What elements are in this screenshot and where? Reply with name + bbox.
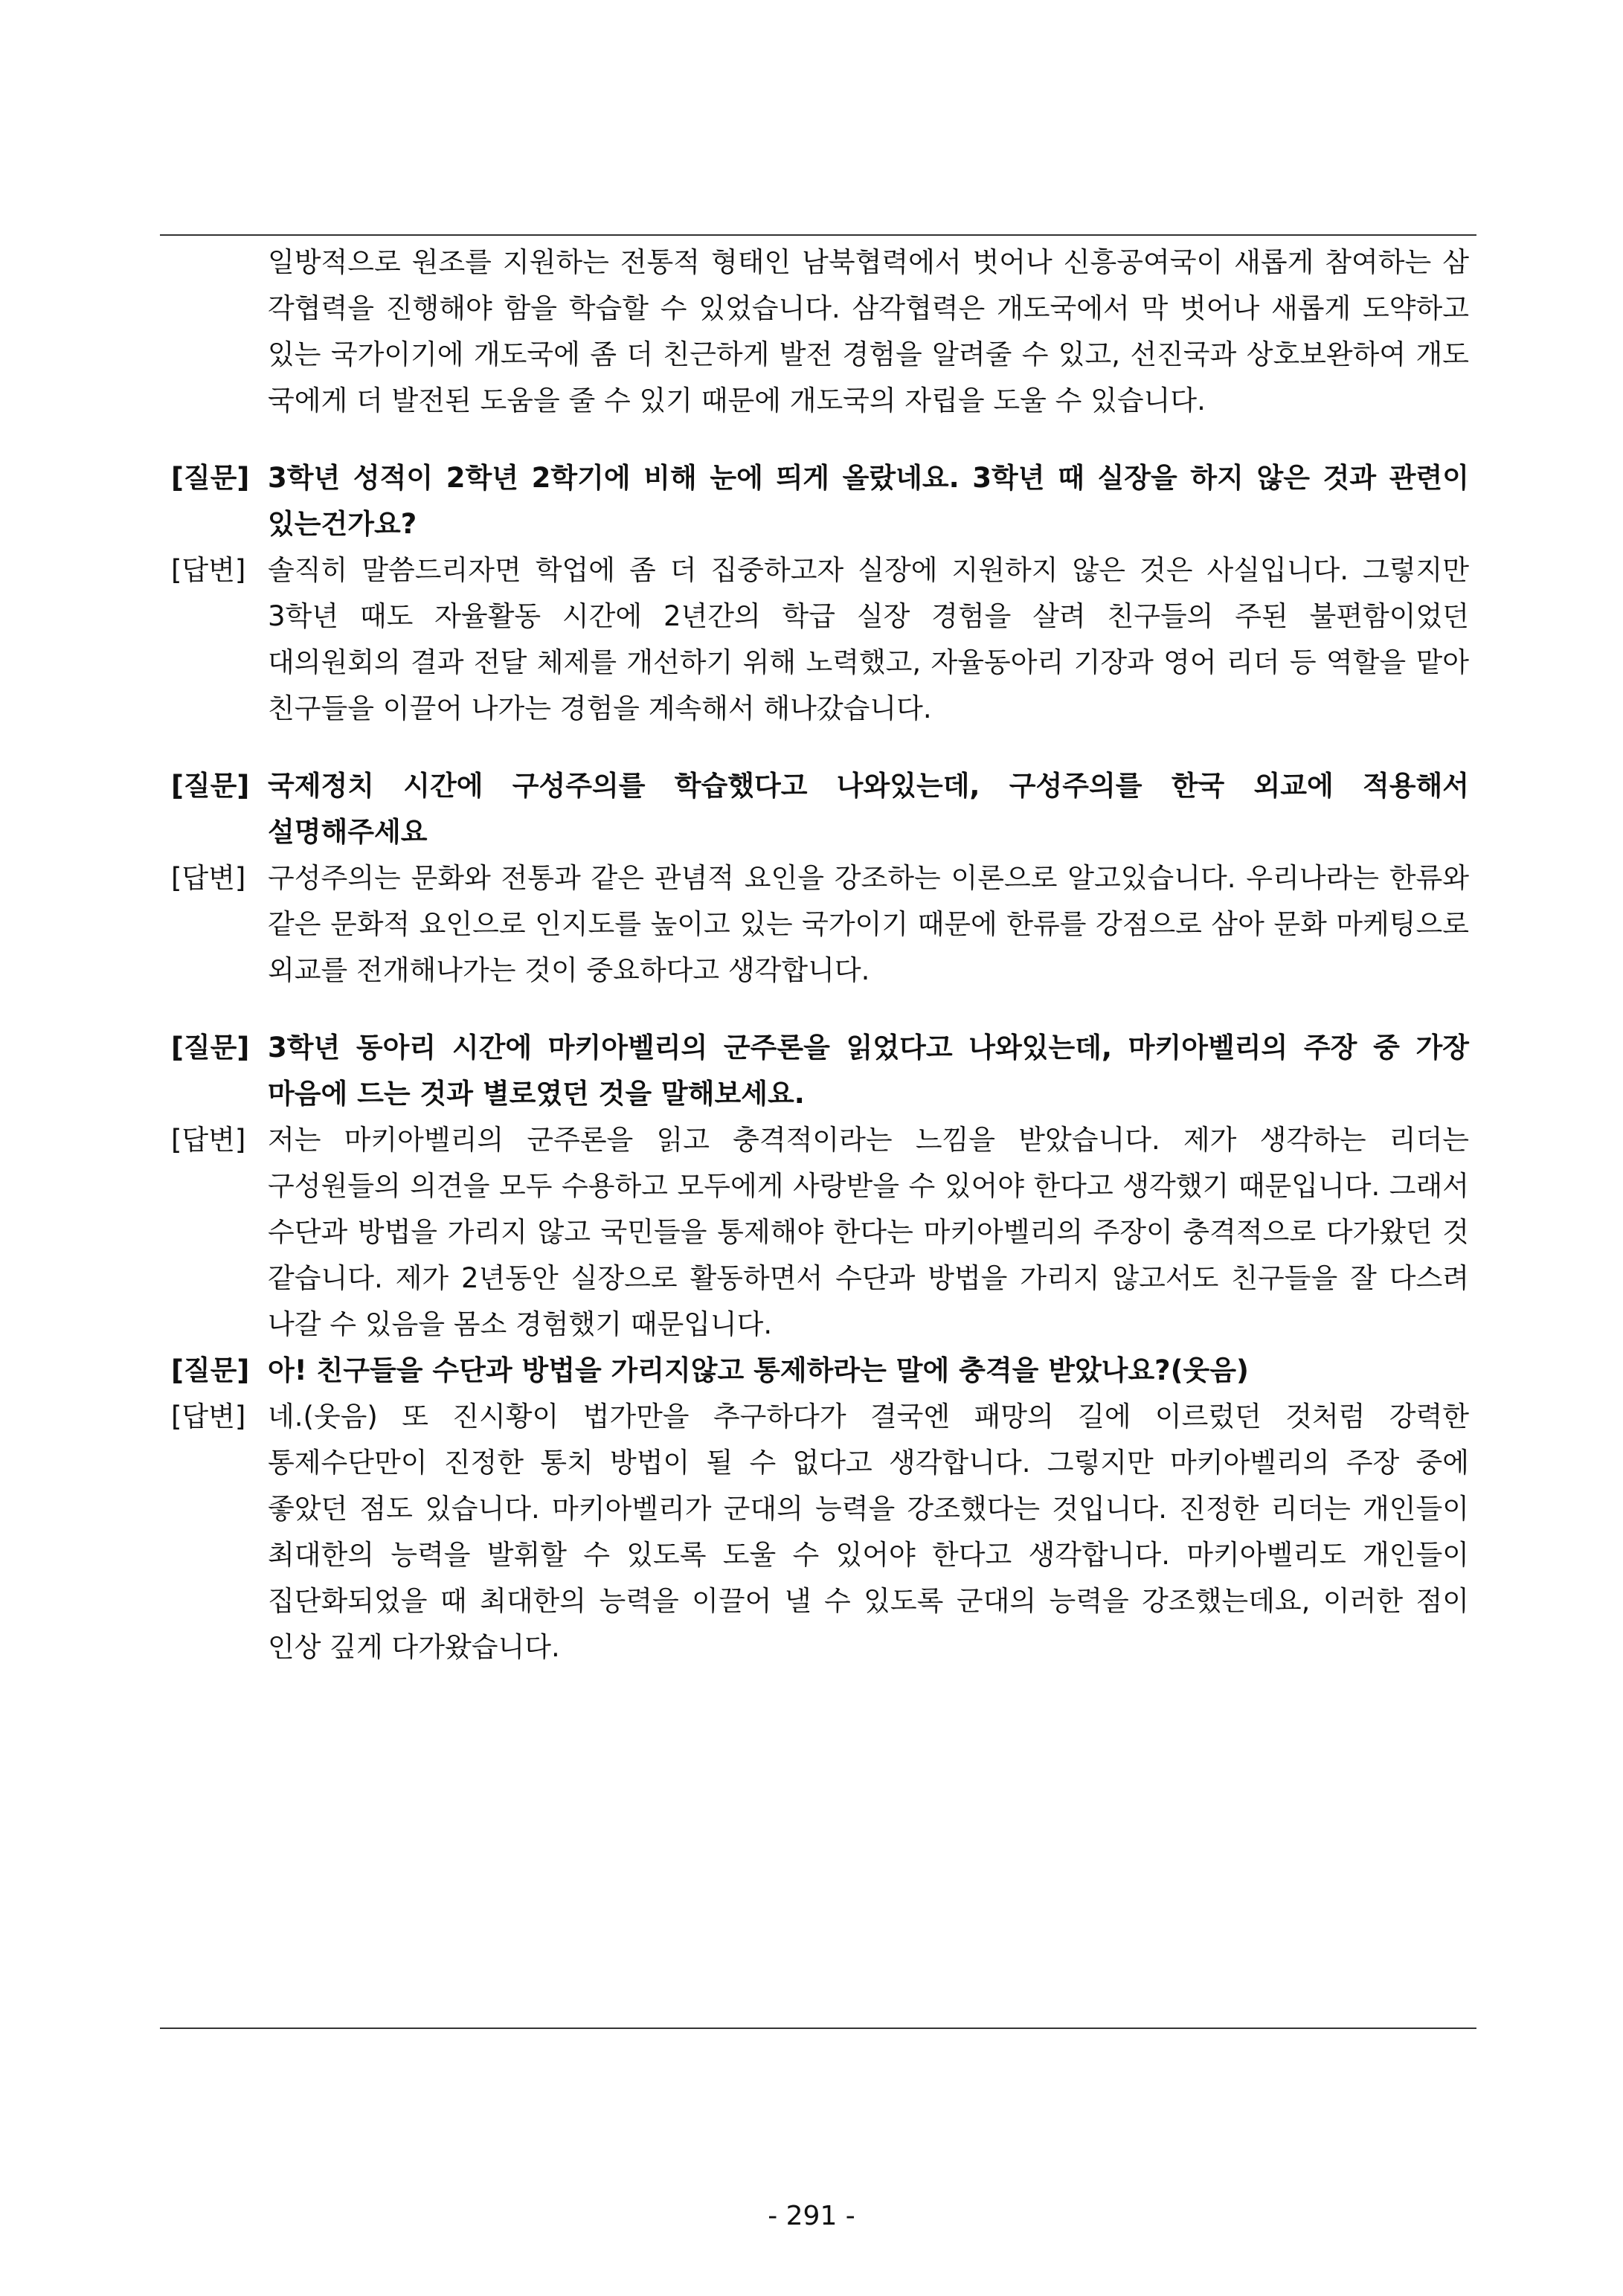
- answer-tag: [답변]: [171, 862, 246, 894]
- spacer: [171, 732, 1469, 763]
- page-number: - 291 -: [768, 2201, 855, 2231]
- question-tag: [질문]: [171, 462, 250, 494]
- question-block: [171, 763, 1469, 855]
- spacer: [171, 424, 1469, 455]
- answer-block: [171, 1117, 1469, 1348]
- answer-text: 저는 마키아벨리의 군주론을 읽고 충격적이라는 느낌을 받았습니다. 제가 생각하는 리더는 구성원들의 의견을 모두 수용하고 모두에게 사랑받을 수 있어야 한다고 생각했기 때문입니다. 그래서 수단과 방법을 가리지 않고 국민들을 통제해야 한다는 마키아벨리의 주장이 충격적으로 다가왔던 것 같습니다. 제가 2년동안 실장으로 활동하면서 수단과 방법을 가리지 않고서도 친구들을 잘 다스려 나갈 수 있음을 몸소 경험했기 때문입니다.: [268, 1124, 1469, 1340]
- question-block: [171, 1348, 1469, 1394]
- question-text: 3학년 성적이 2학년 2학기에 비해 눈에 띄게 올랐네요. 3학년 때 실장을 하지 않은 것과 관련이 있는건가요?: [268, 462, 1469, 540]
- spacer: [171, 994, 1469, 1025]
- question-tag: [질문]: [171, 1354, 250, 1386]
- document-body: [171, 239, 1469, 1670]
- question-text: 3학년 동아리 시간에 마키아벨리의 군주론을 읽었다고 나와있는데, 마키아벨리의 주장 중 가장 마음에 드는 것과 별로였던 것을 말해보세요.: [268, 1032, 1469, 1110]
- bottom-divider: [160, 2028, 1476, 2029]
- answer-block: [171, 1394, 1469, 1670]
- question-tag: [질문]: [171, 770, 250, 802]
- question-block: [171, 455, 1469, 547]
- answer-tag: [답변]: [171, 1124, 246, 1156]
- question-block: [171, 1025, 1469, 1117]
- top-divider: [160, 234, 1476, 236]
- continued-answer-paragraph: [171, 239, 1469, 424]
- question-text: 국제정치 시간에 구성주의를 학습했다고 나와있는데, 구성주의를 한국 외교에 적용해서 설명해주세요: [268, 770, 1469, 848]
- answer-text: 솔직히 말씀드리자면 학업에 좀 더 집중하고자 실장에 지원하지 않은 것은 사실입니다. 그렇지만 3학년 때도 자율활동 시간에 2년간의 학급 실장 경험을 살려 친구들의 주된 불편함이었던 대의원회의 결과 전달 체제를 개선하기 위해 노력했고, 자율동아리 기장과 영어 리더 등 역할을 맡아 친구들을 이끌어 나가는 경험을 계속해서 해나갔습니다.: [268, 554, 1469, 724]
- answer-text: 네.(웃음) 또 진시황이 법가만을 추구하다가 결국엔 패망의 길에 이르렀던 것처럼 강력한 통제수단만이 진정한 통치 방법이 될 수 없다고 생각합니다. 그렇지만 마키아벨리의 주장 중에 좋았던 점도 있습니다. 마키아벨리가 군대의 능력을 강조했다는 것입니다. 진정한 리더는 개인들이 최대한의 능력을 발휘할 수 있도록 도울 수 있어야 한다고 생각합니다. 마키아벨리도 개인들이 집단화되었을 때 최대한의 능력을 이끌어 낼 수 있도록 군대의 능력을 강조했는데요, 이러한 점이 인상 깊게 다가왔습니다.: [268, 1401, 1469, 1663]
- answer-text: 구성주의는 문화와 전통과 같은 관념적 요인을 강조하는 이론으로 알고있습니다. 우리나라는 한류와 같은 문화적 요인으로 인지도를 높이고 있는 국가이기 때문에 한류를 강점으로 삼아 문화 마케팅으로 외교를 전개해나가는 것이 중요하다고 생각합니다.: [268, 862, 1469, 986]
- question-tag: [질문]: [171, 1032, 250, 1064]
- question-text: 아! 친구들을 수단과 방법을 가리지않고 통제하라는 말에 충격을 받았나요?(웃음): [268, 1354, 1249, 1386]
- answer-tag: [답변]: [171, 1401, 246, 1432]
- answer-block: [171, 547, 1469, 732]
- continued-answer-text: 일방적으로 원조를 지원하는 전통적 형태인 남북협력에서 벗어나 신흥공여국이 새롭게 참여하는 삼각협력을 진행해야 함을 학습할 수 있었습니다. 삼각협력은 개도국에서 막 벗어나 새롭게 도약하고 있는 국가이기에 개도국에 좀 더 친근하게 발전 경험을 알려줄 수 있고, 선진국과 상호보완하여 개도국에게 더 발전된 도움을 줄 수 있기 때문에 개도국의 자립을 도울 수 있습니다.: [268, 246, 1469, 417]
- answer-block: [171, 855, 1469, 994]
- answer-tag: [답변]: [171, 554, 246, 586]
